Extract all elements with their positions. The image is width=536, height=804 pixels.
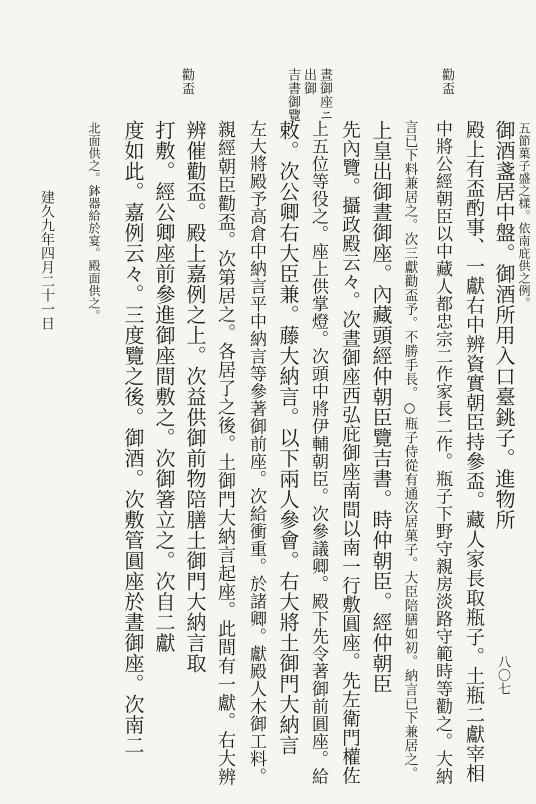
interlinear-note-2: 北面供之。鉢器給於宴。殿面供之。 <box>87 122 101 322</box>
text-column-6: 先內覽。攝政殿云々。次晝御座西弘庇御座南間以南一行敷圓座。先左衛門權佐 <box>339 120 361 785</box>
running-header-right: 勸盃 <box>439 68 454 95</box>
text-column-4: 言已下料兼居之。次三獻勸盃予。不勝手長。○瓶子侍從有通次居菓子。大臣陪膳如初。納言已下兼居之。 <box>401 120 418 781</box>
text-column-9: 左大將殿予高倉中納言平中納言等參著御前座。次給衝重。於諸卿。獻殿人木御工料。 <box>246 120 266 785</box>
date-line: 建久九年四月二十一日 <box>39 190 55 330</box>
interlinear-note-1: 五節菓子盛之樣。依南庇供之例。 <box>517 122 531 310</box>
page-number: 八〇七 <box>495 655 510 696</box>
text-column-10: 親經朝臣勸盃。次第居之。各居了之後。土御門大納言起座。此間有一獻。右大辨 <box>215 120 236 786</box>
text-column-8: 敕。次公卿右大臣兼。藤大納言。以下兩人參會。右大將土御門大納言 <box>276 120 300 756</box>
text-column-1: 御酒盞居中盤。御酒所用入口臺銚子。進物所 <box>492 120 516 530</box>
text-column-7: 上五位等役之。座上供掌燈。次頭中將伊輔朝臣。次參議卿。殿下先令著御前圓座。給 <box>308 120 328 785</box>
text-column-2: 殿上有盃酌事、一獻右中辨資實朝臣持參盃。藏人家長取瓶子。土瓶二獻宰相 <box>463 120 485 783</box>
header-subtitle-3: 吉書御覽 <box>285 68 300 122</box>
text-column-11: 辨催勸盃。殿上嘉例之上。次益供御前物陪膳土御門大納言取 <box>183 120 207 674</box>
text-column-3: 中將公經朝臣以中藏人都忠宗二作家長二作。瓶子下野守親房淡路守範時等勸之。大納 <box>432 120 452 785</box>
header-subtitle-1: 晝御座ニ <box>317 68 332 122</box>
text-column-12: 打敷。經公卿座前參進御座間敷之。次御箸立之。次自二獻 <box>152 120 176 653</box>
text-column-5: 上皇出御晝御座。內藏頭經仲朝臣覽吉書。時仲朝臣。經仲朝臣 <box>369 120 393 694</box>
running-header-left: 勸盃 <box>179 68 194 95</box>
header-subtitle-2: 出御 <box>301 68 316 95</box>
text-column-13: 度如此。嘉例云々。三度覽之後。御酒。次敷管圓座於晝御座。次南二 <box>121 120 145 756</box>
